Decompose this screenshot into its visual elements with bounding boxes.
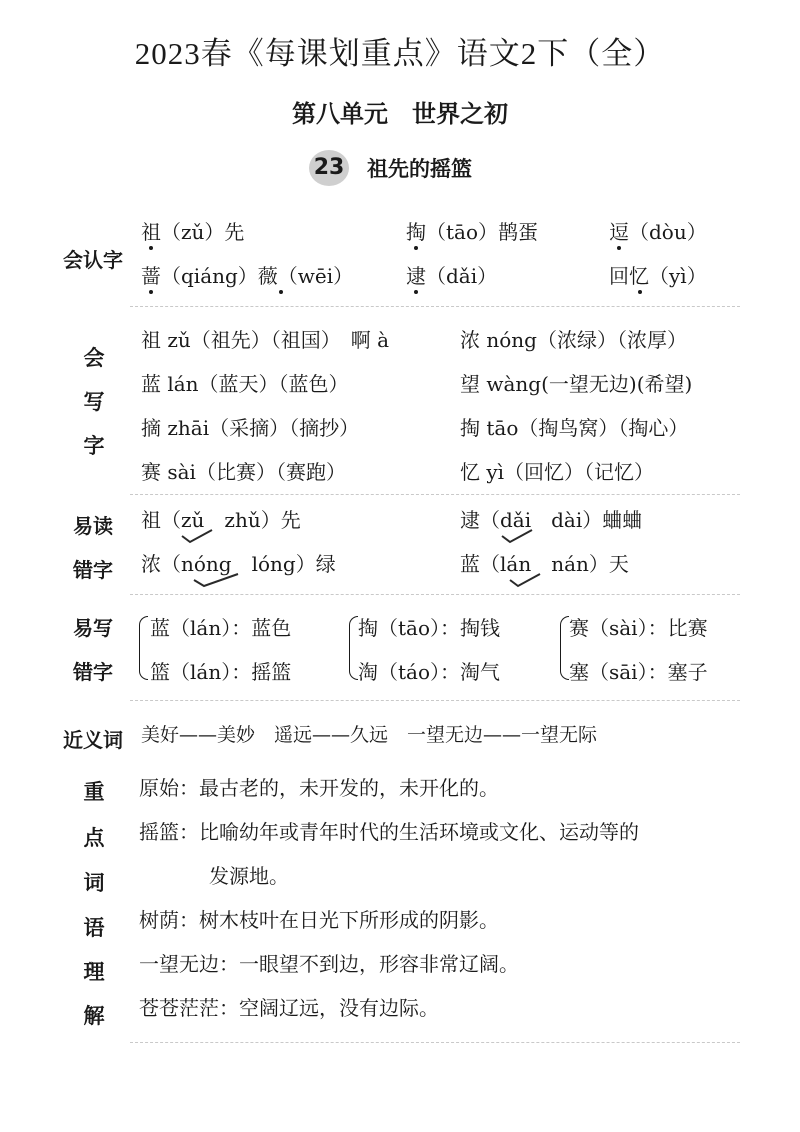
keyword-definition: 原始：最古老的，未开发的，未开化的。 — [139, 776, 499, 800]
write-label-char: 写 — [83, 390, 105, 414]
write-item: 忆 yì（回忆）（记忆） — [460, 460, 655, 484]
synonyms-label: 近义词 — [63, 728, 123, 752]
group-brace — [560, 616, 569, 680]
misread-label-line: 错字 — [73, 558, 113, 582]
group-brace — [349, 616, 358, 680]
keywords-label-char: 语 — [83, 916, 105, 940]
keyword-definition: 苍苍茫茫：空阔辽远，没有边际。 — [139, 996, 439, 1020]
group-brace — [139, 616, 148, 680]
emphasis-dot — [149, 290, 153, 294]
keywords-label-char: 解 — [83, 1004, 105, 1028]
miswrite-item: 蓝（lán）：蓝色 — [150, 616, 292, 640]
keywords-label-char: 点 — [83, 826, 105, 850]
misread-label-line: 易读 — [73, 514, 113, 538]
keyword-definition: 树荫：树木枝叶在日光下所形成的阴影。 — [139, 908, 499, 932]
lesson-title: 祖先的摇篮 — [367, 157, 472, 181]
miswrite-item: 赛（sài）：比赛 — [569, 616, 708, 640]
write-item: 祖 zǔ（祖先）（祖国） 啊 à — [141, 328, 390, 352]
write-item: 赛 sài（比赛）（赛跑） — [141, 460, 346, 484]
check-mark-icon — [180, 528, 214, 544]
synonyms-text: 美好——美妙 遥远——久远 一望无边——一望无际 — [141, 724, 598, 746]
emphasis-dot — [414, 246, 418, 250]
recognize-item: 逮（dǎi） — [406, 264, 498, 288]
keywords-label-char: 词 — [83, 871, 105, 895]
write-item: 掏 tāo（掏鸟窝）（掏心） — [460, 416, 689, 440]
emphasis-dot — [617, 246, 621, 250]
keyword-definition-cont: 发源地。 — [209, 864, 289, 888]
page-title: 2023春《每课划重点》语文2下（全） — [134, 36, 666, 71]
check-mark-icon — [192, 572, 240, 588]
keywords-label-char: 重 — [83, 780, 105, 804]
write-label-char: 字 — [83, 434, 105, 458]
recognize-item: 掏（tāo）鹊蛋 — [406, 220, 539, 244]
unit-title: 第八单元 世界之初 — [292, 100, 508, 128]
miswrite-label-line: 易写 — [73, 616, 113, 640]
miswrite-label-line: 错字 — [73, 660, 113, 684]
section-divider — [130, 306, 740, 307]
section-divider — [130, 1042, 740, 1043]
recognize-label: 会认字 — [63, 248, 123, 272]
miswrite-item: 淘（táo）：淘气 — [358, 660, 501, 684]
recognize-item: 回忆（yì） — [609, 264, 707, 288]
miswrite-item: 篮（lán）：摇篮 — [150, 660, 292, 684]
section-divider — [130, 700, 740, 701]
write-label-char: 会 — [83, 346, 105, 370]
write-item: 浓 nóng（浓绿）（浓厚） — [460, 328, 687, 352]
write-item: 摘 zhāi（采摘）（摘抄） — [141, 416, 360, 440]
keywords-label-char: 理 — [83, 960, 105, 984]
emphasis-dot — [638, 290, 642, 294]
emphasis-dot — [414, 290, 418, 294]
section-divider — [130, 594, 740, 595]
keyword-definition: 一望无边：一眼望不到边，形容非常辽阔。 — [139, 952, 519, 976]
misread-item: 蓝（lán nán）天 — [460, 552, 629, 576]
misread-item: 祖（zǔ zhǔ）先 — [141, 508, 301, 532]
recognize-item: 祖（zǔ）先 — [141, 220, 245, 244]
check-mark-icon — [508, 572, 542, 588]
recognize-item: 蔷（qiáng）薇（wēi） — [141, 264, 354, 288]
lesson-number-badge: 23 — [309, 150, 349, 186]
keyword-definition: 摇篮：比喻幼年或青年时代的生活环境或文化、运动等的 — [139, 820, 639, 844]
miswrite-item: 掏（tāo）：掏钱 — [358, 616, 501, 640]
miswrite-item: 塞（sāi）：塞子 — [569, 660, 708, 684]
write-item: 望 wàng(一望无边)(希望) — [460, 372, 693, 396]
misread-item: 浓（nóng lóng）绿 — [141, 552, 336, 576]
write-item: 蓝 lán（蓝天）（蓝色） — [141, 372, 349, 396]
misread-item: 逮（dǎi dài）蛐蛐 — [460, 508, 643, 532]
recognize-item: 逗（dòu） — [609, 220, 707, 244]
section-divider — [130, 494, 740, 495]
check-mark-icon — [500, 528, 534, 544]
emphasis-dot — [279, 290, 283, 294]
emphasis-dot — [149, 246, 153, 250]
